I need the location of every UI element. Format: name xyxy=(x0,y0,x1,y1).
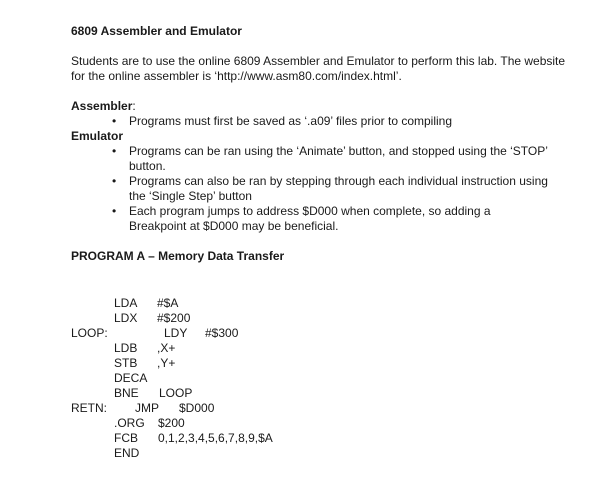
code-line xyxy=(71,326,371,341)
code-line xyxy=(71,341,371,356)
code-line xyxy=(71,296,371,311)
code-line xyxy=(71,386,371,401)
code-arg: $D000 xyxy=(179,401,215,415)
emulator-list xyxy=(71,144,571,234)
document-title: 6809 Assembler and Emulator xyxy=(71,24,242,38)
assembler-list xyxy=(71,114,571,129)
code-arg: ,Y+ xyxy=(157,356,176,370)
code-line xyxy=(71,311,371,326)
list-item: • Programs can also be ran by stepping through each individual instruction using the ‘Single Step’ button xyxy=(71,174,571,204)
document xyxy=(71,24,571,264)
code-arg: 0,1,2,3,4,5,6,7,8,9,$A xyxy=(158,431,273,445)
list-item: • Programs can be ran using the ‘Animate’ button, and stopped using the ‘STOP’ button. xyxy=(71,144,571,174)
emulator-heading: Emulator xyxy=(71,129,124,143)
code-label: RETN: xyxy=(71,401,107,415)
assembler-label: Assembler xyxy=(71,99,133,113)
code-arg: $200 xyxy=(158,416,185,430)
intro-paragraph: Students are to use the online 6809 Assembler and Emulator to perform this lab. The website for the online assembler is ‘http://www.asm80.com/index.html’. xyxy=(71,54,566,83)
code-arg: LOOP xyxy=(159,386,193,400)
code-arg: #$300 xyxy=(205,326,239,340)
assembler-heading xyxy=(71,99,571,114)
code-op: LDA xyxy=(114,296,138,310)
code-listing xyxy=(71,296,371,461)
code-arg: ,X+ xyxy=(157,341,176,355)
code-line xyxy=(71,371,371,386)
code-op: .ORG xyxy=(114,416,145,430)
code-op: LDX xyxy=(114,311,138,325)
assembler-colon: : xyxy=(132,99,136,113)
code-line xyxy=(71,446,371,461)
code-op: LDB xyxy=(114,341,138,355)
code-line xyxy=(71,416,371,431)
code-line xyxy=(71,401,371,416)
code-op: BNE xyxy=(114,386,139,400)
code-op: DECA xyxy=(114,371,148,385)
code-arg: #$200 xyxy=(157,311,191,325)
program-title: PROGRAM A – Memory Data Transfer xyxy=(71,249,285,263)
code-op: FCB xyxy=(114,431,138,445)
code-op: END xyxy=(114,446,140,460)
list-item: • Each program jumps to address $D000 when complete, so adding a Breakpoint at $D000 may be beneficial. xyxy=(71,204,571,234)
code-line xyxy=(71,356,371,371)
code-op: LDY xyxy=(164,326,188,340)
code-line xyxy=(71,431,371,446)
code-op: JMP xyxy=(135,401,159,415)
code-op: STB xyxy=(114,356,138,370)
list-item: • Programs must first be saved as ‘.a09’ files prior to compiling xyxy=(71,114,571,129)
code-label: LOOP: xyxy=(71,326,108,340)
code-arg: #$A xyxy=(157,296,179,310)
